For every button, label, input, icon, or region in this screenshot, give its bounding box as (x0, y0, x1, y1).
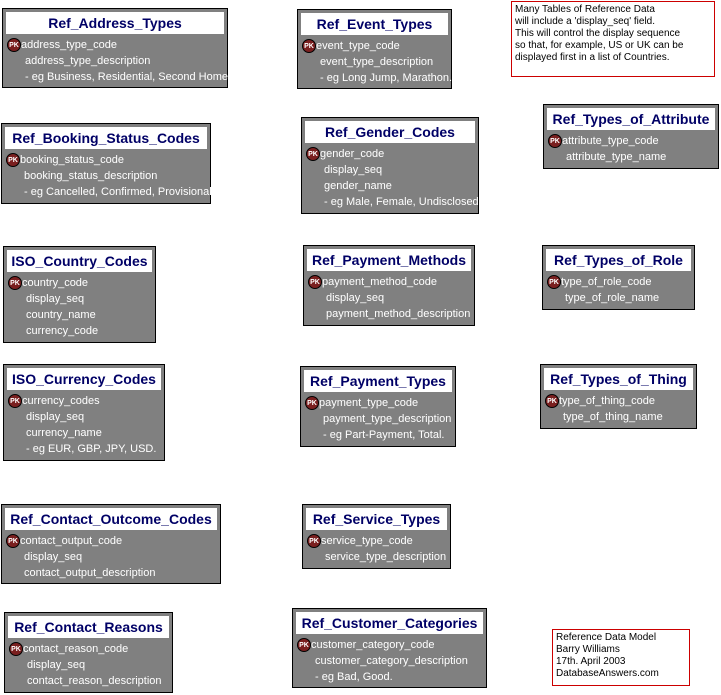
attribute: display_seq (326, 292, 385, 304)
attribute-pk: PK payment_method_code (308, 274, 472, 290)
primary-key-icon: PK (547, 275, 561, 289)
attribute-example: - eg Part-Payment, Total. (323, 429, 445, 441)
primary-key-icon: PK (7, 38, 21, 52)
attribute: address_type_description (25, 55, 151, 67)
attribute: currency_name (26, 427, 102, 439)
entity-title: Ref_Types_of_Attribute (547, 108, 715, 130)
primary-key-icon: PK (297, 638, 311, 652)
entity-ref-types-of-attribute[interactable] (543, 104, 719, 169)
attribute: display_seq (324, 164, 383, 176)
attribute-pk: PK attribute_type_code (548, 133, 716, 149)
note-line: so that, for example, US or UK can be (515, 40, 684, 51)
attribute: currency_code (26, 325, 99, 337)
attribute: payment_type_description (323, 413, 452, 425)
entity-title: Ref_Types_of_Thing (544, 368, 693, 390)
attribute: display_seq (26, 411, 85, 423)
attribute: gender_name (324, 180, 392, 192)
note-line: 17th. April 2003 (556, 656, 626, 667)
note-line: Reference Data Model (556, 632, 657, 643)
attribute-example: - eg Cancelled, Confirmed, Provisional. (24, 186, 215, 198)
attribute: contact_output_description (24, 567, 156, 579)
attribute-pk: PK type_of_role_code (547, 274, 692, 290)
note-line: DatabaseAnswers.com (556, 668, 659, 679)
entity-title: Ref_Types_of_Role (546, 249, 691, 271)
entity-ref-event-types[interactable] (297, 9, 452, 89)
entity-title: Ref_Contact_Reasons (8, 616, 169, 638)
note-line: Barry Williams (556, 644, 620, 655)
attribute: event_type_description (320, 56, 434, 68)
note-line: Many Tables of Reference Data (515, 4, 655, 15)
attribute: type_of_thing_name (563, 411, 663, 423)
primary-key-icon: PK (306, 147, 320, 161)
entity-title: Ref_Payment_Methods (307, 249, 471, 271)
primary-key-icon: PK (305, 396, 319, 410)
entity-ref-payment-types[interactable] (300, 366, 456, 447)
attribute-pk: PK currency_codes (8, 393, 162, 409)
attribute-pk: PK service_type_code (307, 533, 448, 549)
attribute: contact_reason_description (27, 675, 162, 687)
primary-key-icon: PK (545, 394, 559, 408)
note-display-seq (511, 1, 715, 77)
entity-title: Ref_Service_Types (306, 508, 447, 530)
attribute: country_name (26, 309, 96, 321)
primary-key-icon: PK (302, 39, 316, 53)
attribute: booking_status_description (24, 170, 158, 182)
entity-ref-customer-categories[interactable] (292, 608, 487, 688)
attribute-example: - eg Male, Female, Undisclosed. (324, 196, 482, 208)
note-line: This will control the display sequence (515, 28, 681, 39)
attribute-pk: PK address_type_code (7, 37, 225, 53)
attribute-example: - eg Business, Residential, Second Home. (25, 71, 232, 83)
primary-key-icon: PK (8, 394, 22, 408)
primary-key-icon: PK (6, 534, 20, 548)
entity-title: Ref_Address_Types (6, 12, 224, 34)
entity-title: Ref_Payment_Types (304, 370, 452, 392)
attribute: service_type_description (325, 551, 447, 563)
entity-title: ISO_Country_Codes (7, 250, 152, 272)
attribute-pk: PK type_of_thing_code (545, 393, 694, 409)
entity-ref-contact-reasons[interactable] (4, 612, 173, 693)
entity-title: Ref_Booking_Status_Codes (5, 127, 207, 149)
attribute: display_seq (24, 551, 83, 563)
attribute: type_of_role_name (565, 292, 660, 304)
entity-ref-service-types[interactable] (302, 504, 451, 569)
entity-iso-country-codes[interactable] (3, 246, 156, 343)
entity-title: Ref_Contact_Outcome_Codes (5, 508, 217, 530)
primary-key-icon: PK (548, 134, 562, 148)
primary-key-icon: PK (308, 275, 322, 289)
attribute-pk: PK contact_reason_code (9, 641, 170, 657)
attribute-pk: PK customer_category_code (297, 637, 484, 653)
attribute-example: - eg Long Jump, Marathon. (320, 72, 453, 84)
attribute-example: - eg EUR, GBP, JPY, USD. (26, 443, 157, 455)
primary-key-icon: PK (8, 276, 22, 290)
entity-title: Ref_Gender_Codes (305, 121, 475, 143)
note-line: will include a 'display_seq' field. (515, 16, 656, 27)
entity-ref-address-types[interactable] (2, 8, 232, 88)
attribute: customer_category_description (315, 655, 468, 667)
attribute-pk: PK event_type_code (302, 38, 449, 54)
attribute-pk: PK gender_code (306, 146, 476, 162)
attribute-pk: PK contact_output_code (6, 533, 218, 549)
primary-key-icon: PK (307, 534, 321, 548)
attribute-pk: PK booking_status_code (6, 152, 208, 168)
primary-key-icon: PK (6, 153, 20, 167)
entity-ref-payment-methods[interactable] (303, 245, 475, 326)
entity-ref-gender-codes[interactable] (301, 117, 482, 214)
entity-ref-types-of-role[interactable] (542, 245, 695, 310)
entity-title: Ref_Customer_Categories (296, 612, 483, 634)
attribute: payment_method_description (326, 308, 471, 320)
attribute-pk: PK payment_type_code (305, 395, 453, 411)
entity-title: Ref_Event_Types (301, 13, 448, 35)
primary-key-icon: PK (9, 642, 23, 656)
entity-ref-types-of-thing[interactable] (540, 364, 697, 429)
attribute: display_seq (26, 293, 85, 305)
entity-ref-contact-outcome-codes[interactable] (1, 504, 221, 584)
attribute: display_seq (27, 659, 86, 671)
note-credits (552, 629, 690, 686)
entity-ref-booking-status-codes[interactable] (1, 123, 215, 204)
attribute-pk: PK country_code (8, 275, 153, 291)
attribute: attribute_type_name (566, 151, 667, 163)
entity-title: ISO_Currency_Codes (7, 368, 161, 390)
entity-iso-currency-codes[interactable] (3, 364, 165, 461)
attribute-example: - eg Bad, Good. (315, 671, 393, 683)
note-line: displayed first in a list of Countries. (515, 52, 670, 63)
